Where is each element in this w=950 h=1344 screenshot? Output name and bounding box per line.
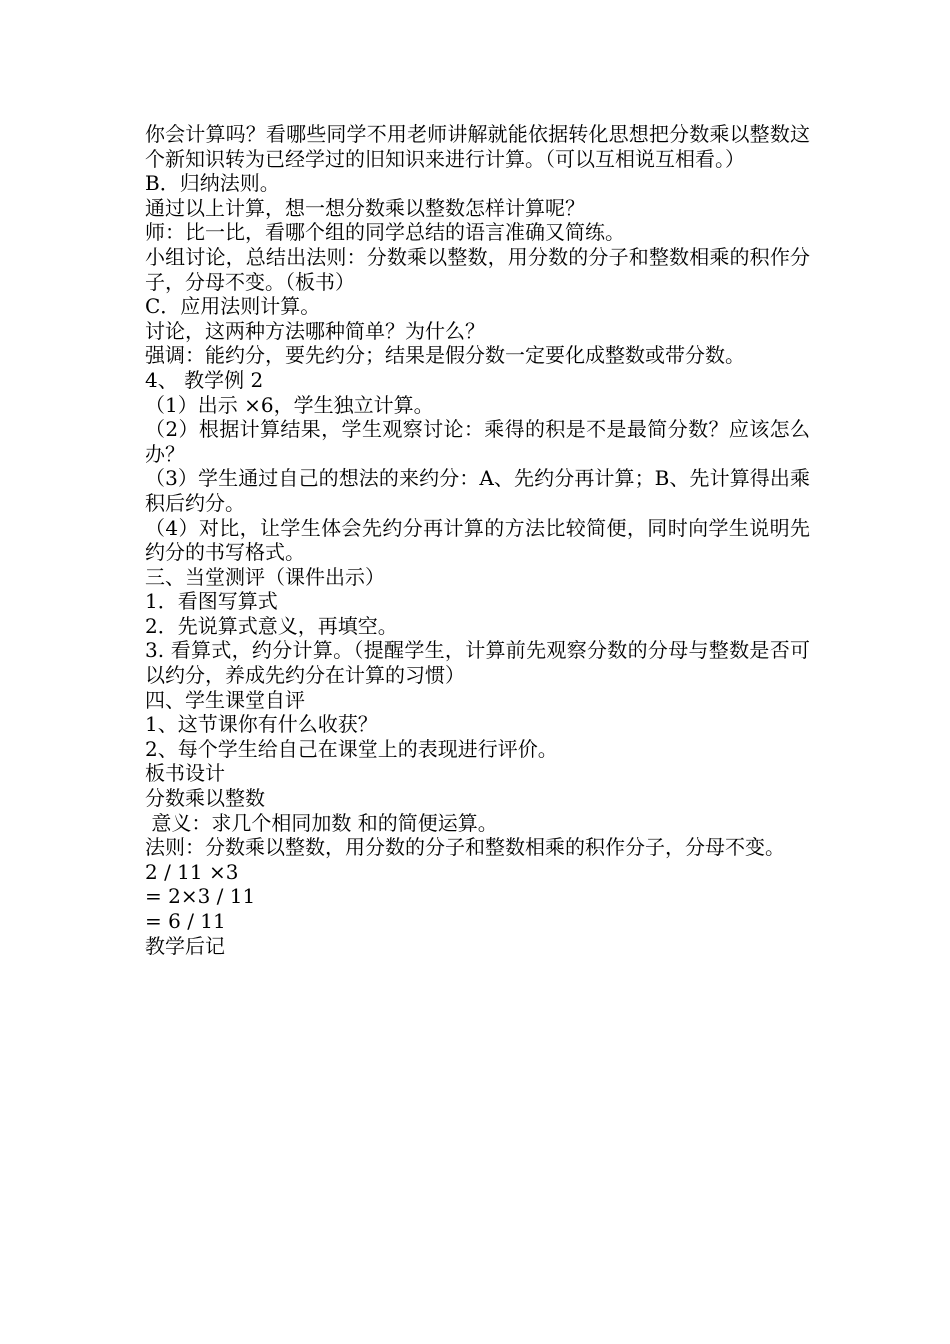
paragraph: 法则：分数乘以整数，用分数的分子和整数相乘的积作分子，分母不变。 (145, 835, 785, 860)
paragraph: 4、 教学例 2 (145, 367, 264, 392)
paragraph: 讨论，这两种方法哪种简单？为什么？ (145, 318, 485, 343)
formula-line: = 6 / 11 (145, 909, 226, 933)
paragraph: 通过以上计算，想一想分数乘以整数怎样计算呢？ (145, 195, 585, 220)
paragraph: （3）学生通过自己的想法的来约分：A、先约分再计算；B、先计算得出乘积后约分。 (145, 466, 810, 515)
paragraph: 你会计算吗？看哪些同学不用老师讲解就能依据转化思想把分数乘以整数这个新知识转为已经学过的旧知识来进行计算。（可以互相说互相看。） (145, 122, 810, 171)
paragraph: 小组讨论，总结出法则：分数乘以整数，用分数的分子和整数相乘的积作分子，分母不变。（板书） (145, 244, 810, 294)
paragraph: （1）出示 ×6，学生独立计算。 (145, 392, 434, 417)
formula-line: 2 / 11 ×3 (145, 859, 239, 884)
paragraph: C．应用法则计算。 (145, 294, 321, 319)
paragraph: 3. 看算式，约分计算。（提醒学生，计算前先观察分数的分母与整数是否可以约分，养成先约分在计算的习惯） (145, 638, 810, 688)
document-body (145, 122, 810, 958)
formula-line: = 2×3 / 11 (145, 884, 256, 909)
paragraph: 1、这节课你有什么收获？ (145, 712, 378, 737)
paragraph: 1．看图写算式 (145, 589, 278, 614)
section-heading: 三、当堂测评（课件出示） (145, 564, 385, 589)
paragraph: 强调：能约分，要先约分；结果是假分数一定要化成整数或带分数。 (145, 343, 745, 368)
paragraph: 师：比一比，看哪个组的同学总结的语言准确又简练。 (145, 220, 625, 245)
paragraph: （2）根据计算结果，学生观察讨论：乘得的积是不是最简分数？应该怎么办？ (145, 417, 810, 466)
paragraph: 意义：求几个相同加数 和的简便运算。 (145, 810, 498, 835)
paragraph: B．归纳法则。 (145, 171, 280, 196)
paragraph: （4）对比，让学生体会先约分再计算的方法比较简便，同时向学生说明先约分的书写格式。 (145, 515, 810, 565)
section-heading: 教学后记 (145, 933, 225, 958)
paragraph: 2、每个学生给自己在课堂上的表现进行评价。 (145, 736, 558, 761)
section-heading: 板书设计 (145, 761, 225, 786)
paragraph: 2．先说算式意义，再填空。 (145, 613, 398, 638)
paragraph: 分数乘以整数 (145, 786, 265, 811)
section-heading: 四、学生课堂自评 (145, 687, 305, 712)
